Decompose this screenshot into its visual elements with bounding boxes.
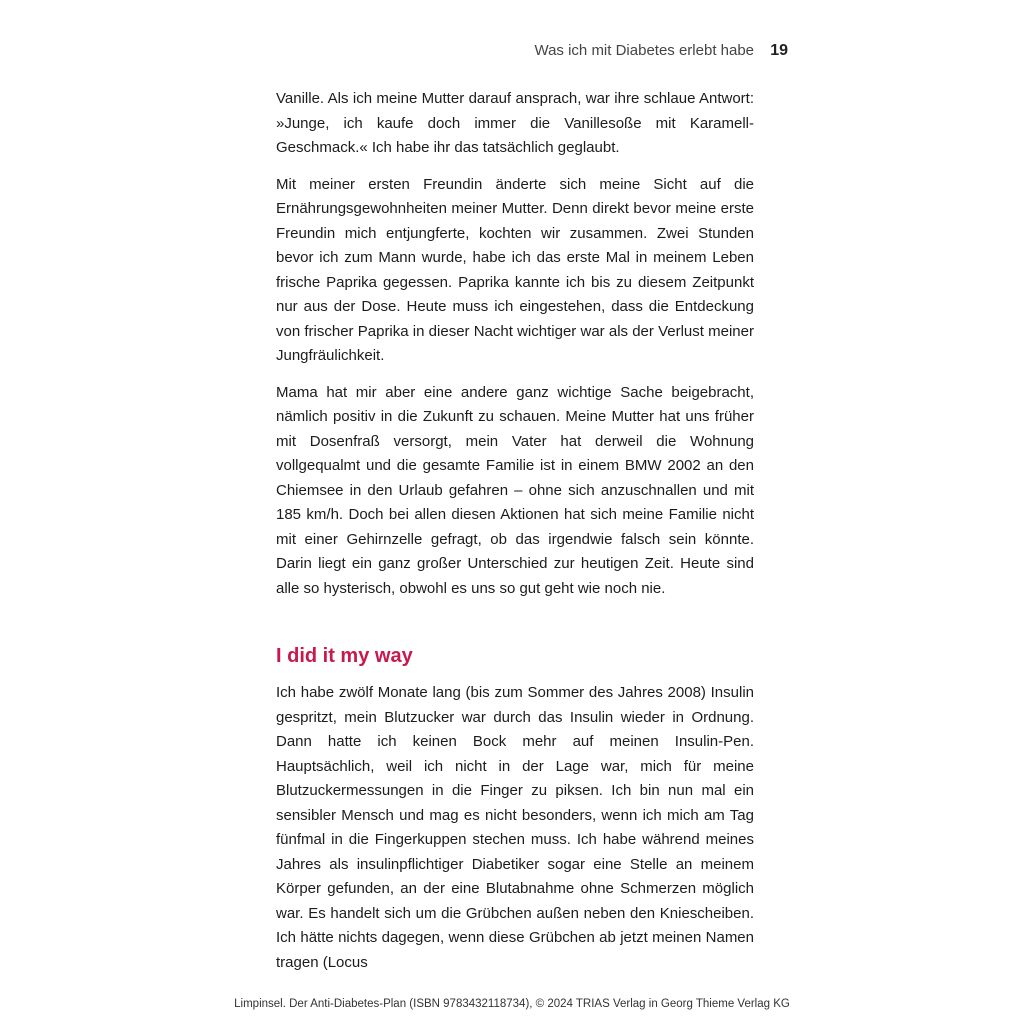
running-title: Was ich mit Diabetes erlebt habe — [534, 42, 755, 59]
body-text — [276, 87, 754, 987]
paragraph: Vanille. Als ich meine Mutter darauf ansprach, war ihre schlaue Antwort: »Junge, ich kaufe doch immer die Vanillesoße mit Karamell-Geschmack.« Ich habe ihr das tatsächlich geglaubt. — [276, 90, 754, 156]
paragraph: Mit meiner ersten Freundin änderte sich meine Sicht auf die Ernährungsgewohnheiten meiner Mutter. Denn direkt bevor meine erste Freundin mich entjungferte, kochten wir zusammen. Zwei Stunden bevor ich zum Mann wurde, habe ich das erste Mal in meinem Leben frische Paprika gegessen. Paprika kannte ich bis zu diesem Zeitpunkt nur aus der Dose. Heute muss ich eingestehen, dass die Entdeckung von frischer Paprika in dieser Nacht wichtiger war als der Verlust meiner Jungfräulichkeit. — [276, 175, 754, 364]
page-number: 19 — [770, 42, 788, 59]
section-heading: I did it my way — [276, 645, 413, 667]
running-header — [534, 42, 788, 60]
copyright-footer: Limpinsel. Der Anti-Diabetes-Plan (ISBN 9783432118734), © 2024 TRIAS Verlag in Georg Thieme Verlag KG — [234, 998, 790, 1010]
paragraph: Ich habe zwölf Monate lang (bis zum Sommer des Jahres 2008) Insulin gespritzt, mein Blutzucker war durch das Insulin wieder in Ordnung. Dann hatte ich keinen Bock mehr auf meinen Insulin-Pen. Hauptsächlich, weil ich nicht in der Lage war, mich für meine Blutzuckermessungen in die Finger zu piksen. Ich bin nun mal ein sensibler Mensch und mag es nicht besonders, wenn ich mich am Tag fünfmal in die Fingerkuppen stechen muss. Ich habe während meines Jahres als insulinpflichtiger Diabetiker sogar eine Stelle an meinem Körper gefunden, an der eine Blutabnahme ohne Schmerzen möglich war. Es handelt sich um die Grübchen außen neben den Kniescheiben. Ich hätte nichts dagegen, wenn diese Grübchen ab jetzt meinen Namen tragen (Locus — [276, 684, 754, 971]
paragraph: Mama hat mir aber eine andere ganz wichtige Sache beigebracht, nämlich positiv in die Zukunft zu schauen. Meine Mutter hat uns früher mit Dosenfraß versorgt, mein Vater hat derweil die Wohnung vollgequalmt und die gesamte Familie ist in einem BMW 2002 an den Chiemsee in den Urlaub gefahren – ohne sich anzuschnallen und mit 185 km/h. Doch bei allen diesen Aktionen hat sich meine Familie nicht mit einer Gehirnzelle gefragt, ob das irgendwie falsch sein könnte. Darin liegt ein ganz großer Unterschied zur heutigen Zeit. Heute sind alle so hysterisch, obwohl es uns so gut geht wie noch nie. — [276, 383, 754, 597]
